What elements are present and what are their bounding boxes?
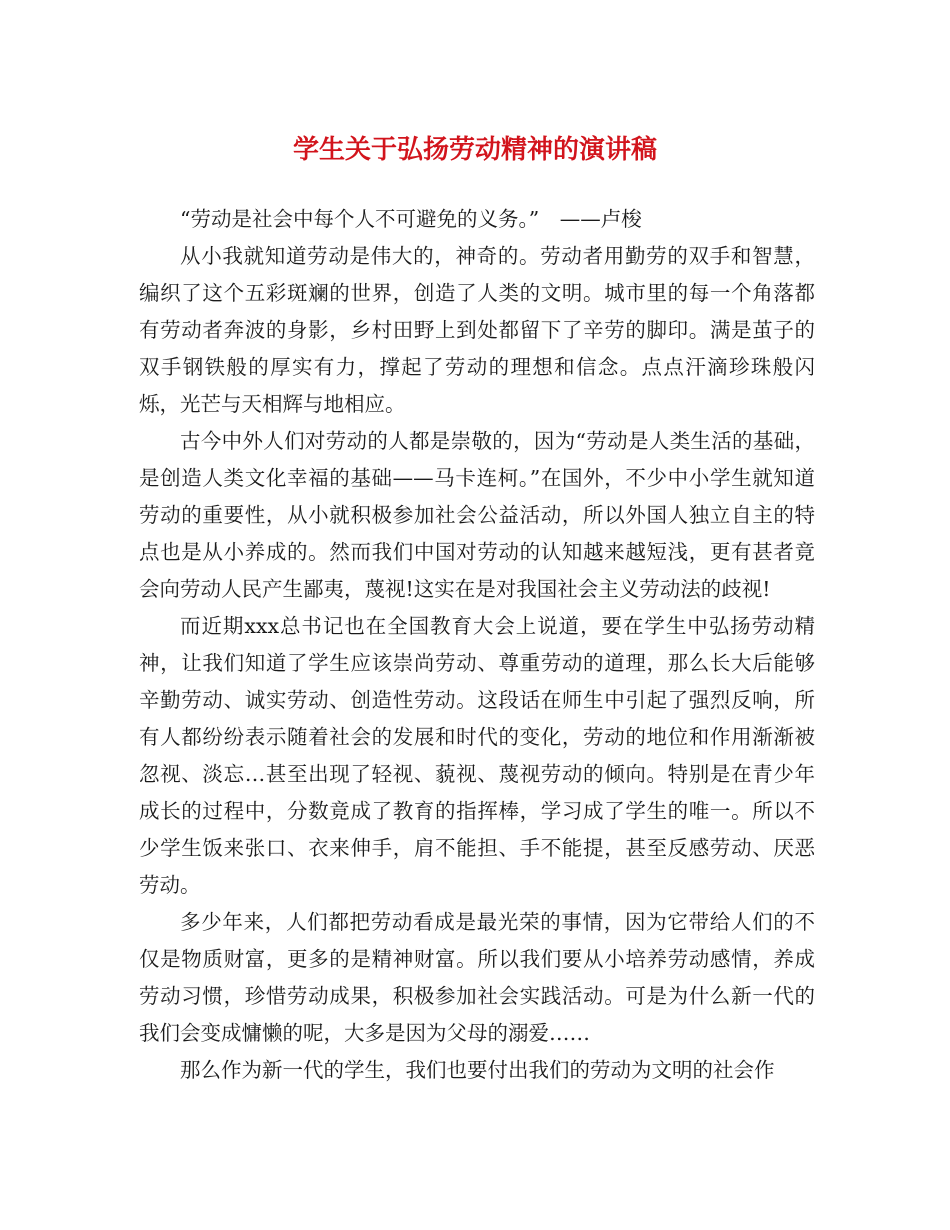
paragraph-4: 多少年来，人们都把劳动看成是最光荣的事情，因为它带给人们的不仅是物质财富，更多的是精神财富。所以我们要从小培养劳动感情，养成劳动习惯，珍惜劳动成果，积极参加社会实践活动。可是为什么新一代的我们会变成慵懒的呢，大多是因为父母的溺爱…… bbox=[139, 910, 815, 1045]
paragraph-1: 从小我就知道劳动是伟大的，神奇的。劳动者用勤劳的双手和智慧，编织了这个五彩斑斓的世界，创造了人类的文明。城市里的每一个角落都有劳动者奔波的身影，乡村田野上到处都留下了辛劳的脚印。满是茧子的双手钢铁般的厚实有力，撑起了劳动的理想和信念。点点汗滴珍珠般闪烁，光芒与天相辉与地相应。 bbox=[139, 244, 815, 416]
document-body bbox=[139, 201, 815, 1089]
paragraph-3: 而近期xxx总书记也在全国教育大会上说道，要在学生中弘扬劳动精神，让我们知道了学生应该崇尚劳动、尊重劳动的道理，那么长大后能够辛勤劳动、诚实劳动、创造性劳动。这段话在师生中引起了强烈反响，所有人都纷纷表示随着社会的发展和时代的变化，劳动的地位和作用渐渐被忽视、淡忘…甚至出现了轻视、藐视、蔑视劳动的倾向。特别是在青少年成长的过程中，分数竟成了教育的指挥棒，学习成了学生的唯一。所以不少学生饭来张口、衣来伸手，肩不能担、手不能提，甚至反感劳动、厌恶劳动。 bbox=[139, 614, 815, 897]
document-title: 学生关于弘扬劳动精神的演讲稿 bbox=[292, 135, 657, 165]
opening-quote: “劳动是社会中每个人不可避免的义务。” ——卢梭 bbox=[180, 207, 642, 231]
paragraph-5: 那么作为新一代的学生，我们也要付出我们的劳动为文明的社会作 bbox=[180, 1058, 775, 1082]
paragraph-2: 古今中外人们对劳动的人都是崇敬的，因为“劳动是人类生活的基础，是创造人类文化幸福的基础——马卡连柯。”在国外，不少中小学生就知道劳动的重要性，从小就积极参加社会公益活动，所以外国人独立自主的特点也是从小养成的。然而我们中国对劳动的认知越来越短浅，更有甚者竟会向劳动人民产生鄙夷，蔑视!这实在是对我国社会主义劳动法的歧视! bbox=[139, 429, 815, 601]
